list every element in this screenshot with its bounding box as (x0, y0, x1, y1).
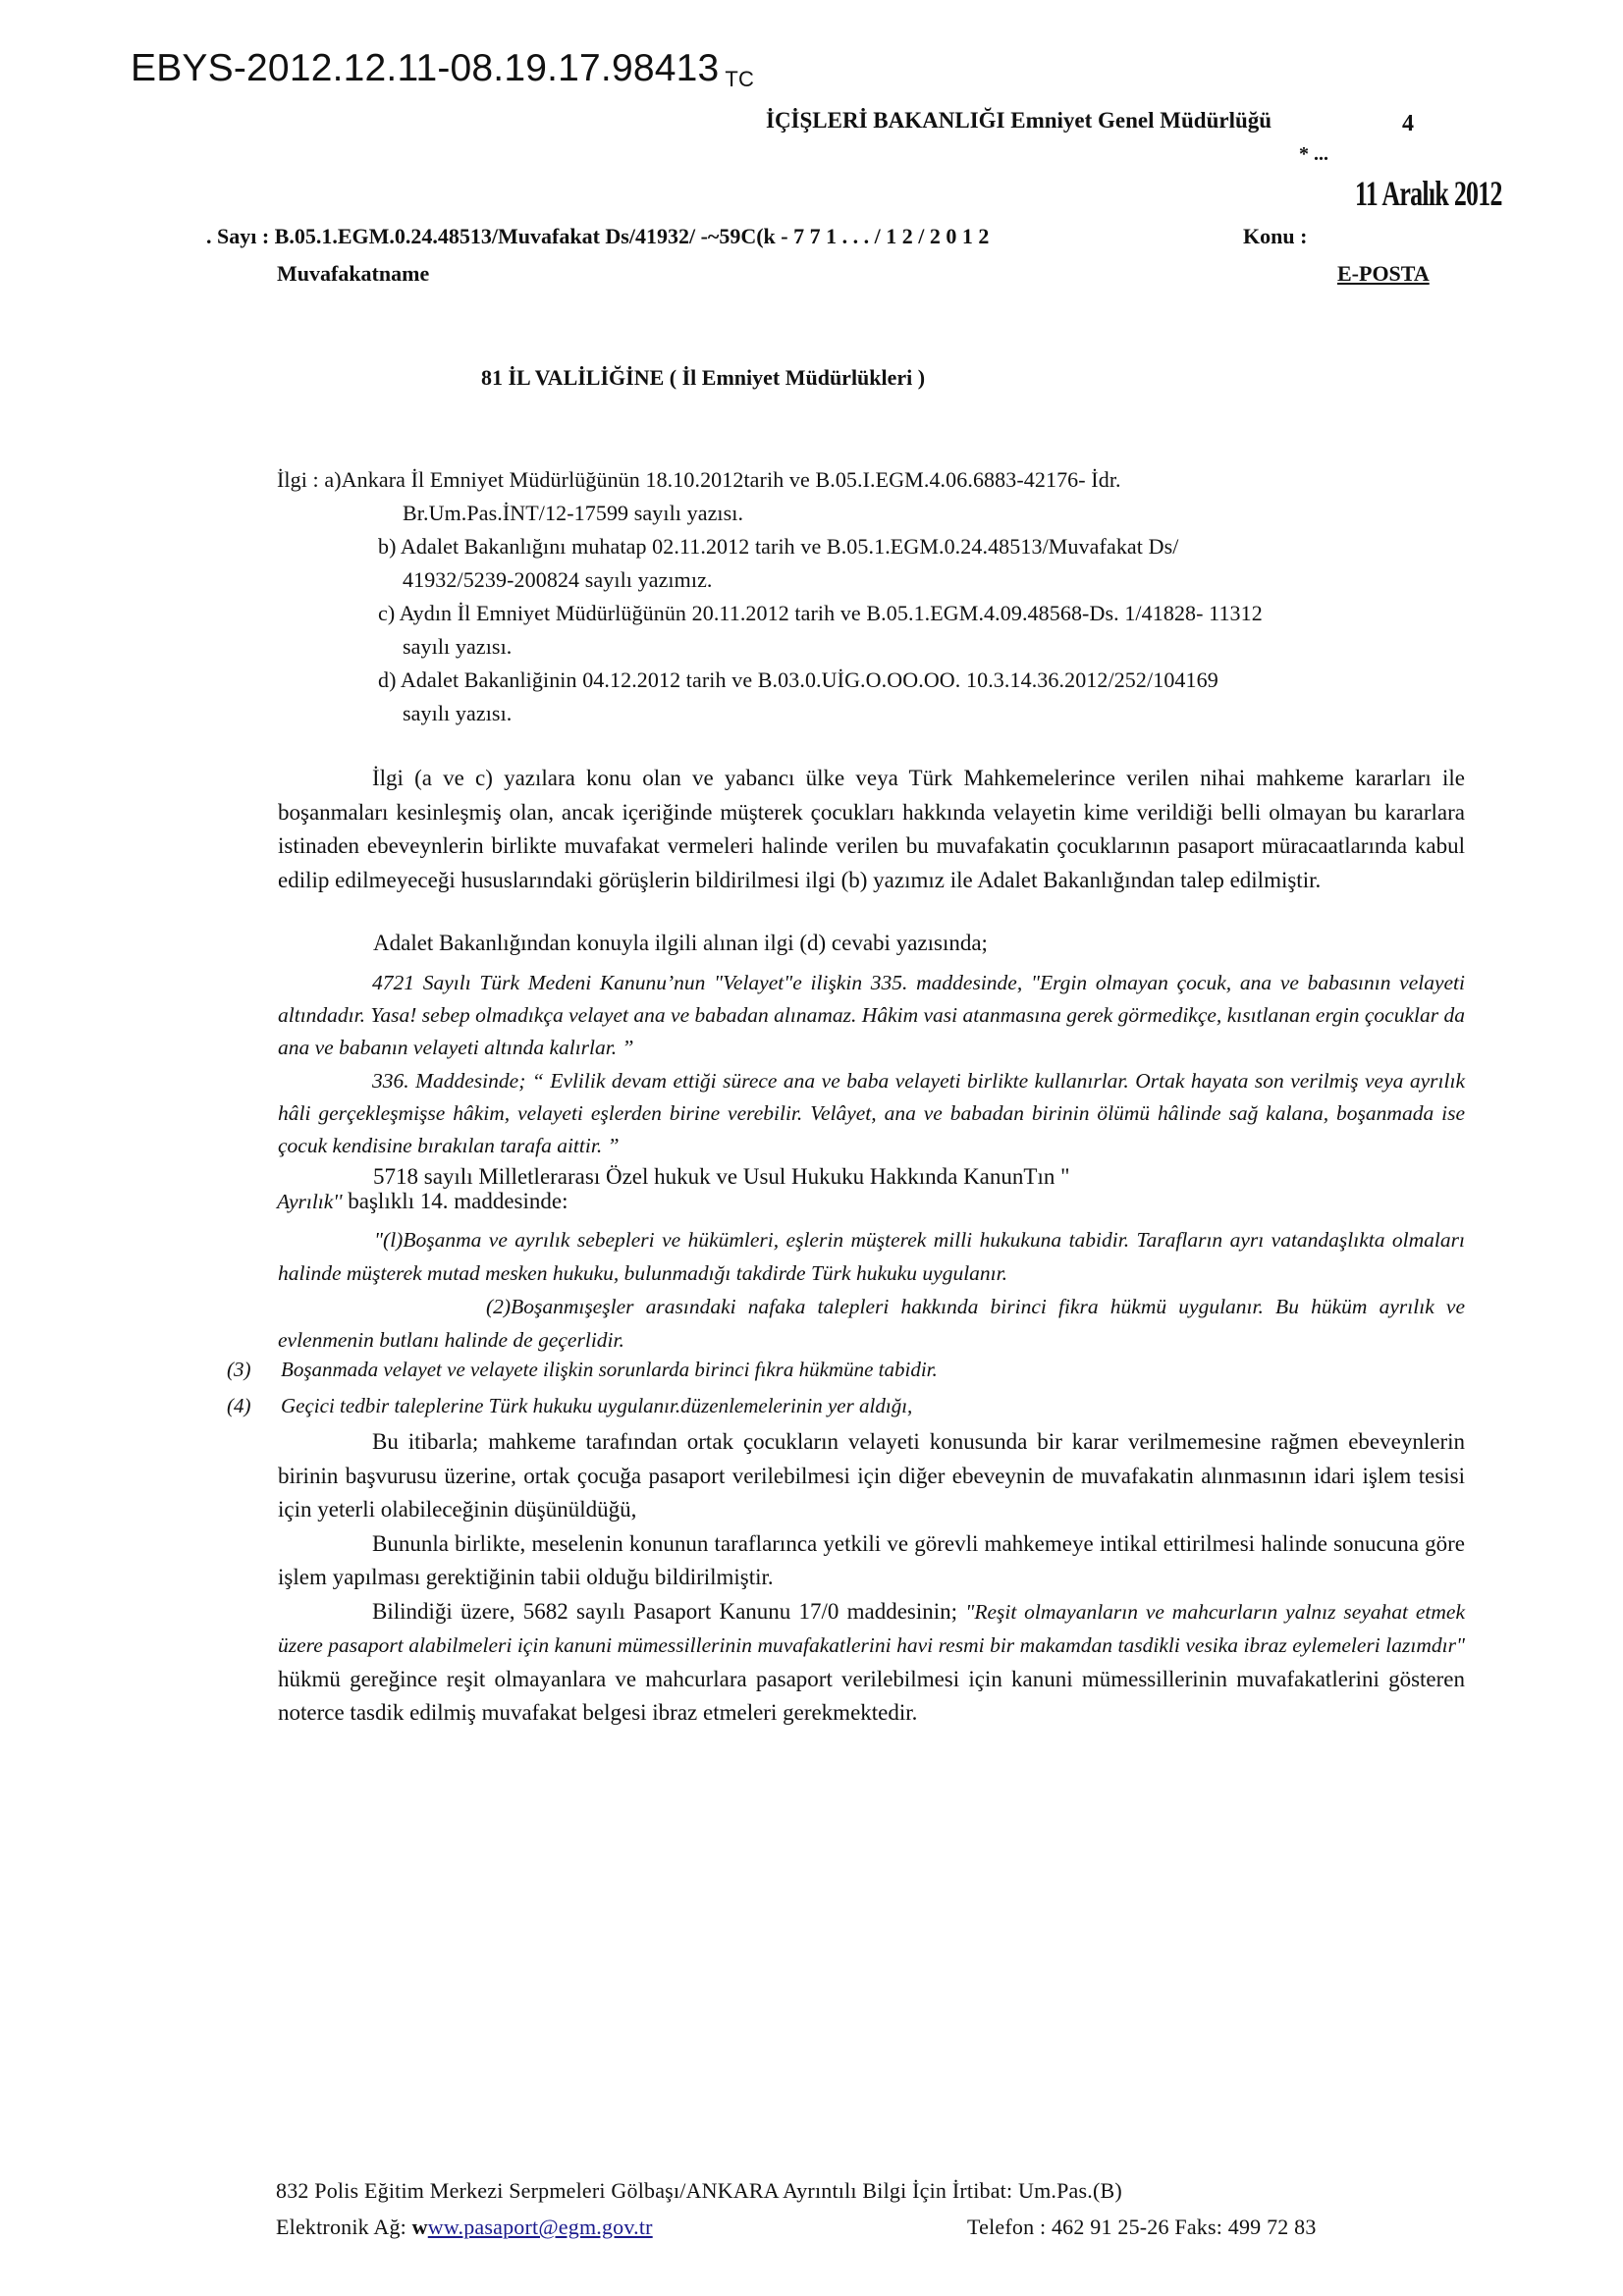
reference-line: b) Adalet Bakanlığını muhatap 02.11.2012 tarih ve B.05.1.EGM.0.24.48513/Muvafakat Ds/ (378, 534, 1179, 559)
body-paragraph-continued (277, 1189, 568, 1214)
quoted-article-335 (278, 967, 1465, 1064)
reference-line: d) Adalet Bakanliğinin 04.12.2012 tarih ve B.03.0.UİG.O.OO.OO. 10.3.14.36.2012/252/104169 (378, 667, 1218, 692)
footer-phone: Telefon : 462 91 25-26 Faks: 499 72 83 (967, 2215, 1317, 2239)
subject-value: Muvafakatname (277, 261, 430, 286)
paragraph-text: Bununla birlikte, meselenin konunun taraflarınca yetkili ve görevli mahkemeye intikal ettirilmesi halinde sonucuna göre işlem yapılması gerektiğinin tabii olduğu bildirilmiştir. (278, 1530, 1465, 1589)
subject-label: Konu : (1243, 224, 1308, 248)
list-item: Boşanmada velayet ve velayete ilişkin sorunlarda birinci fıkra hükmüne tabidir. (281, 1358, 938, 1381)
paragraph-intro: Bilindiği üzere, 5682 sayılı Pasaport Kanunu 17/0 maddesinin; (372, 1598, 958, 1624)
addressee: 81 İL VALİLİĞİNE ( İl Emniyet Müdürlükleri ) (481, 365, 926, 390)
list-number: (4) (227, 1394, 251, 1417)
document-id (131, 47, 754, 92)
page-number: 4 (1402, 111, 1414, 136)
reference-line: c) Aydın İl Emniyet Müdürlüğünün 20.11.2012 tarih ve B.05.1.EGM.4.09.48568-Ds. 1/41828- 11312 (378, 601, 1263, 625)
document-id-suffix: TC (725, 67, 755, 91)
header-marks: * ... (1299, 143, 1328, 165)
body-paragraph (278, 1425, 1465, 1731)
quote-text: (2)Boşanmışeşler arasındaki nafaka talepleri hakkında birinci fikra hükmü uygulanır. Bu hüküm ayrılık ve evlenmenin butlanı halinde de geçerlidir. (278, 1295, 1465, 1352)
delivery-channel: E-POSTA (1337, 261, 1430, 286)
quote-text: 336. Maddesinde; “ Evlilik devam ettiği sürece ana ve baba velayeti birlikte kullanırlar. Ortak hayata son verilmiş veya ayrılık hâli gerçekleşmişse hâkim, velayeti eşlerden birine verebilir. Velâyet, ana ve babadan birinin ölümü hâlinde sağ kalana, boşanmada ise çocuk kendisine bırakılan tarafa aittir. ” (278, 1069, 1465, 1157)
list-item: Geçici tedbir taleplerine Türk hukuku uygulanır.düzenlemelerinin yer aldığı, (281, 1394, 913, 1417)
quoted-article-14-2 (278, 1290, 1465, 1357)
body-paragraph (278, 762, 1465, 897)
reference-line: 41932/5239-200824 sayılı yazımız. (403, 567, 713, 592)
document-date: 11 Aralık 2012 (1355, 174, 1502, 213)
reference-line: sayılı yazısı. (403, 634, 513, 659)
body-paragraph: 5718 sayılı Milletlerarası Özel hukuk ve Usul Hukuku Hakkında KanunTın " (373, 1164, 1070, 1189)
paragraph-text: İlgi (a ve c) yazılara konu olan ve yabancı ülke veya Türk Mahkemelerince verilen nihai mahkeme kararları ile boşanmaları kesinleşmiş olan, ancak içeriğinde müşterek çocukları hakkında velayetin kime verildiği belli olmayan bu kararlara istinaden ebeveynlerin birlikte muvafakat vermeleri halinde verilen bu muvafakatin çocuklarının pasaport müracaatlarında kabul edilip edilmeyeceği hususlarındaki görüşlerin bildirilmesi ilgi (b) yazımız ile Adalet Bakanlığından talep edilmiştir. (278, 766, 1465, 892)
quoted-article-336 (278, 1065, 1465, 1162)
continued-text: başlıklı 14. maddesinde: (348, 1189, 568, 1213)
paragraph-text: Bu itibarla; mahkeme tarafından ortak çocukların velayeti konusunda bir karar verilmemesine rağmen ebeveynlerin birinin başvurusu üzerine, ortak çocuğa pasaport verilebilmesi için diğer ebeveynin de muvafakatin alınmasının idari işlem tesisi için yeterli olabileceğinin düşünüldüğü, (278, 1429, 1465, 1522)
footer-network (276, 2215, 653, 2240)
quoted-law-text: "Reşit olmayanların ve mahcurların yalnız seyahat etmek üzere pasaport alabilmeleri için kanuni mümessillerinin muvafakatlerini havi resmi bir makamdan tasdikli vesika ibraz eylemeleri lazımdır" (278, 1599, 1465, 1657)
quote-text: 4721 Sayılı Türk Medeni Kanunu’nun "Velayet"e ilişkin 335. maddesinde, "Ergin olmayan çocuk, ana ve babasının velayeti altındadır. Yasa! sebep olmadıkça velayet ana ve babadan alınamaz. Hâkim vasi atanmasına gerek görmedikçe, kısıtlanan ergin çocuklar da ana ve babanın velayeti altında kalırlar. ” (278, 971, 1465, 1059)
quote-text: "(l)Boşanma ve ayrılık sebepleri ve hükümleri, eşlerin müşterek milli hukukuna tabidir. Tarafların ayrı vatandaşlıkta olmaları halinde müşterek mutad mesken hukuku, bulunmadığı takdirde Türk hukuku uygulanır. (278, 1228, 1465, 1285)
reference-number: . Sayı : B.05.1.EGM.0.24.48513/Muvafakat Ds/41932/ -~59C(k - 7 7 1 . . . / 1 2 / 2 0 1 2 (206, 224, 990, 248)
quoted-article-14-1 (278, 1223, 1465, 1290)
paragraph-conclusion: hükmü gereğince reşit olmayanlara ve mahcurlara pasaport verilebilmesi için kanuni mümessillerinin muvafakatlerini gösteren noterce tasdik edilmiş muvafakat belgesi ibraz etmeleri gerekmektedir. (278, 1666, 1465, 1725)
reference-line: sayılı yazısı. (403, 701, 513, 725)
ministry-name: İÇİŞLERİ BAKANLIĞI Emniyet Genel Müdürlüğü (766, 108, 1272, 133)
website-link[interactable]: ww.pasaport@egm.gov.tr (427, 2215, 653, 2239)
reference-line: Br.Um.Pas.İNT/12-17599 sayılı yazısı. (403, 501, 744, 525)
list-number: (3) (227, 1358, 251, 1381)
reference-line: İlgi : a)Ankara İl Emniyet Müdürlüğünün 18.10.2012tarih ve B.05.I.EGM.4.06.6883-42176- İdr. (277, 467, 1121, 492)
italic-term: Ayrılık'' (277, 1190, 343, 1213)
network-label: Elektronik Ağ: (276, 2215, 406, 2239)
document-id-number: EBYS-2012.12.11-08.19.17.98413 (131, 47, 720, 89)
footer-address: 832 Polis Eğitim Merkezi Serpmeleri Gölbaşı/ANKARA Ayrıntılı Bilgi İçin İrtibat: Um.Pas.(B) (276, 2178, 1122, 2203)
paragraph-text (278, 1595, 1465, 1731)
body-paragraph: Adalet Bakanlığından konuyla ilgili alınan ilgi (d) cevabi yazısında; (373, 931, 988, 955)
network-prefix: w (411, 2215, 428, 2239)
